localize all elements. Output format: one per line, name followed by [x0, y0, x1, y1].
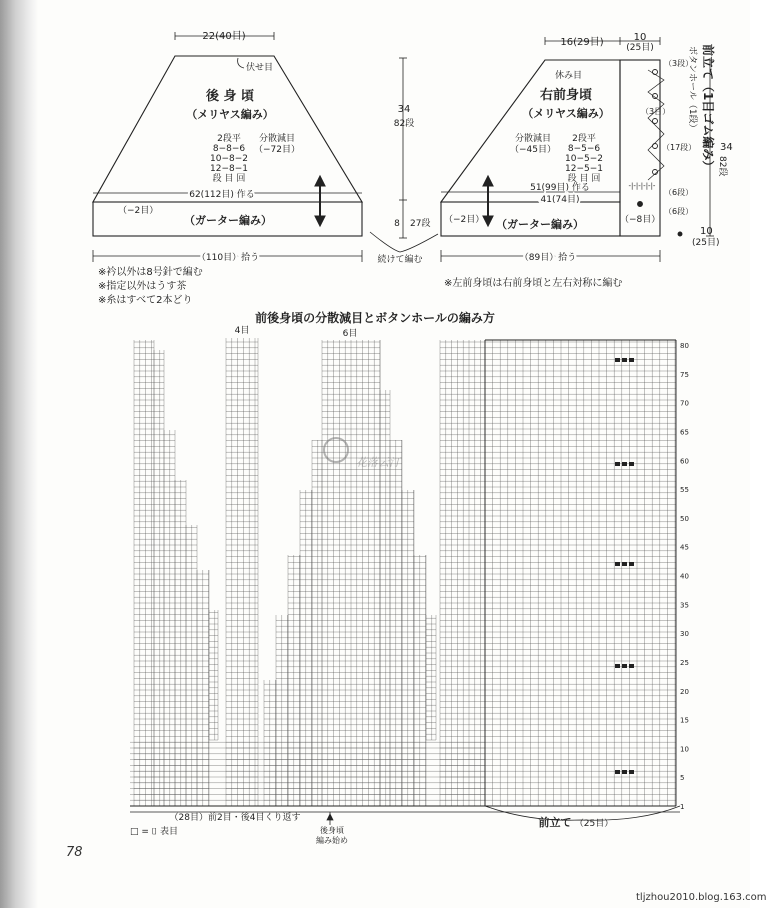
row-number: 25: [680, 658, 689, 667]
front-hole-3: （6段）: [664, 188, 694, 197]
middle-height: 34: [397, 104, 411, 115]
chart-grid: [130, 338, 676, 806]
join-curve: [370, 232, 438, 252]
row-number: 10: [680, 745, 689, 754]
back-pickup: （110目）拾う: [196, 253, 260, 263]
front-hole-0: （3段）: [664, 59, 694, 68]
back-width-62: 62(112目) 作る: [189, 190, 255, 200]
back-top-width: 22(40目): [202, 31, 246, 42]
watermark-text: 花落云汀: [356, 456, 400, 469]
middle-hem-rows: 27段: [410, 219, 431, 229]
buttonhole-mark: [629, 358, 634, 362]
row-number: 65: [680, 428, 689, 437]
row-number: 75: [680, 370, 689, 379]
front-title: 右前身頃: [539, 88, 593, 103]
buttonhole-mark: [629, 562, 634, 566]
chart-legend: □ = ⌷ 表目: [130, 827, 179, 837]
chart-row-numbers: [680, 342, 689, 811]
row-number: 50: [680, 514, 689, 523]
row-number: 15: [680, 716, 689, 725]
front-dec-col2-1: 8−5−6: [567, 144, 601, 154]
buttonhole-mark: [629, 664, 634, 668]
buttonhole-mark: [622, 562, 627, 566]
front-bottom-w: 10: [700, 226, 713, 237]
front-band-top: 10: [633, 32, 647, 43]
back-dec-col1-4: 段 目 回: [212, 174, 246, 184]
middle-join: 続けて編む: [377, 255, 423, 265]
note-right: ※左前身頃は右前身頃と左右対称に編む: [444, 278, 623, 289]
site-url: tljzhou2010.blog.163.com: [636, 892, 767, 903]
back-bind-off: 伏せ目: [246, 63, 274, 73]
buttonhole-mark: [629, 462, 634, 466]
front-dec-col1-1: （−45目）: [510, 145, 556, 155]
back-dec-col1-2: 10−8−2: [210, 154, 248, 164]
buttonhole-mark: [622, 462, 627, 466]
chart-label-6: 6目: [342, 329, 358, 339]
back-minus2: （−2目）: [118, 206, 159, 216]
row-number: 80: [680, 342, 689, 350]
row-number: 35: [680, 601, 689, 610]
watermark: [324, 438, 402, 469]
back-subtitle: （メリヤス編み）: [186, 108, 274, 121]
front-subtitle: （メリヤス編み）: [522, 107, 610, 120]
front-bottom-st: (25目): [692, 238, 720, 248]
front-band-vertical: 前立て（1目ゴム編み）: [701, 44, 715, 173]
chart-bottom-left: （28目）前2目・後4目くり返す: [169, 813, 301, 823]
note-left-1: ※指定以外はうす茶: [98, 281, 187, 292]
front-band-height-rows: 82段: [717, 156, 727, 177]
front-band-label: （ガーター編み）: [496, 218, 584, 231]
row-number: 55: [680, 486, 689, 495]
front-hole-4: （6段）: [664, 207, 694, 216]
buttonhole-mark: [629, 770, 634, 774]
row-number: 30: [680, 630, 689, 639]
back-band-label: （ガーター編み）: [184, 214, 272, 227]
buttonhole-mark: [615, 358, 620, 362]
back-dec-col1-1: 8−8−6: [212, 144, 246, 154]
front-rest: 休み目: [555, 71, 583, 81]
back-dec-col2-0: 分散減目: [258, 134, 296, 144]
note-left-0: ※衿以外は8号針で編む: [98, 267, 203, 278]
front-band-top-st: (25目): [626, 43, 654, 53]
row-number: 40: [680, 572, 689, 581]
buttonhole-mark: [615, 664, 620, 668]
chart-bottom-band: 前立て: [538, 816, 572, 829]
back-dec-col1-0: 2段平: [217, 134, 241, 144]
front-hole-1: （3目）: [641, 107, 671, 116]
row-number: 5: [680, 774, 685, 783]
front-width-41-label: 41(74目): [540, 195, 580, 205]
note-left-2: ※糸はすべて2本どり: [98, 295, 193, 306]
back-dec-col1-3: 12−8−1: [210, 164, 248, 174]
front-band-height: 34: [720, 142, 733, 153]
buttonhole-mark: [622, 358, 627, 362]
back-title: 後 身 頃: [205, 89, 255, 104]
chart-bottom-mid-1: 編み始め: [316, 836, 348, 845]
row-number: 1: [680, 803, 685, 811]
buttonhole-mark: [615, 462, 620, 466]
row-number: 60: [680, 457, 689, 466]
front-dec-col2-0: 2段平: [572, 134, 596, 144]
middle-height-rows: 82段: [393, 119, 415, 129]
front-ruler: -|-|-|-|-|-: [628, 182, 656, 190]
buttonhole-mark: [622, 664, 627, 668]
row-number: 20: [680, 687, 689, 696]
front-top-width: 16(29目): [560, 37, 604, 48]
front-width-51-label: 51(99目) 作る: [530, 183, 590, 193]
buttonhole-mark: [615, 770, 620, 774]
chart-bottom-band-st: （25目）: [574, 819, 614, 829]
front-dec-col1-0: 分散減目: [514, 134, 552, 144]
back-dec-col2-1: （−72目）: [254, 145, 300, 155]
front-dec-col2-3: 12−5−1: [565, 164, 603, 174]
chart-bottom-mid-0: 後身頃: [320, 826, 344, 835]
front-minus2: （−2目）: [444, 215, 485, 225]
front-dec-col2-2: 10−5−2: [565, 154, 603, 164]
buttonhole-mark: [622, 770, 627, 774]
front-dec-col2-4: 段 目 回: [567, 174, 601, 184]
front-buttonhole-label: ボタンホール（1段）: [687, 46, 697, 133]
chart-title: 前後身頃の分散減目とボタンホールの編み方: [255, 311, 495, 325]
front-pickup: （89目）拾う: [519, 253, 577, 263]
front-minus8: （−8目）: [620, 215, 661, 225]
row-number: 70: [680, 399, 689, 408]
buttonhole-mark: [615, 562, 620, 566]
front-hole-2: （17段）: [662, 143, 697, 152]
middle-hem: 8: [394, 219, 400, 229]
chart-label-4: 4目: [234, 326, 250, 336]
page-number: 78: [66, 845, 83, 860]
row-number: 45: [680, 543, 689, 552]
